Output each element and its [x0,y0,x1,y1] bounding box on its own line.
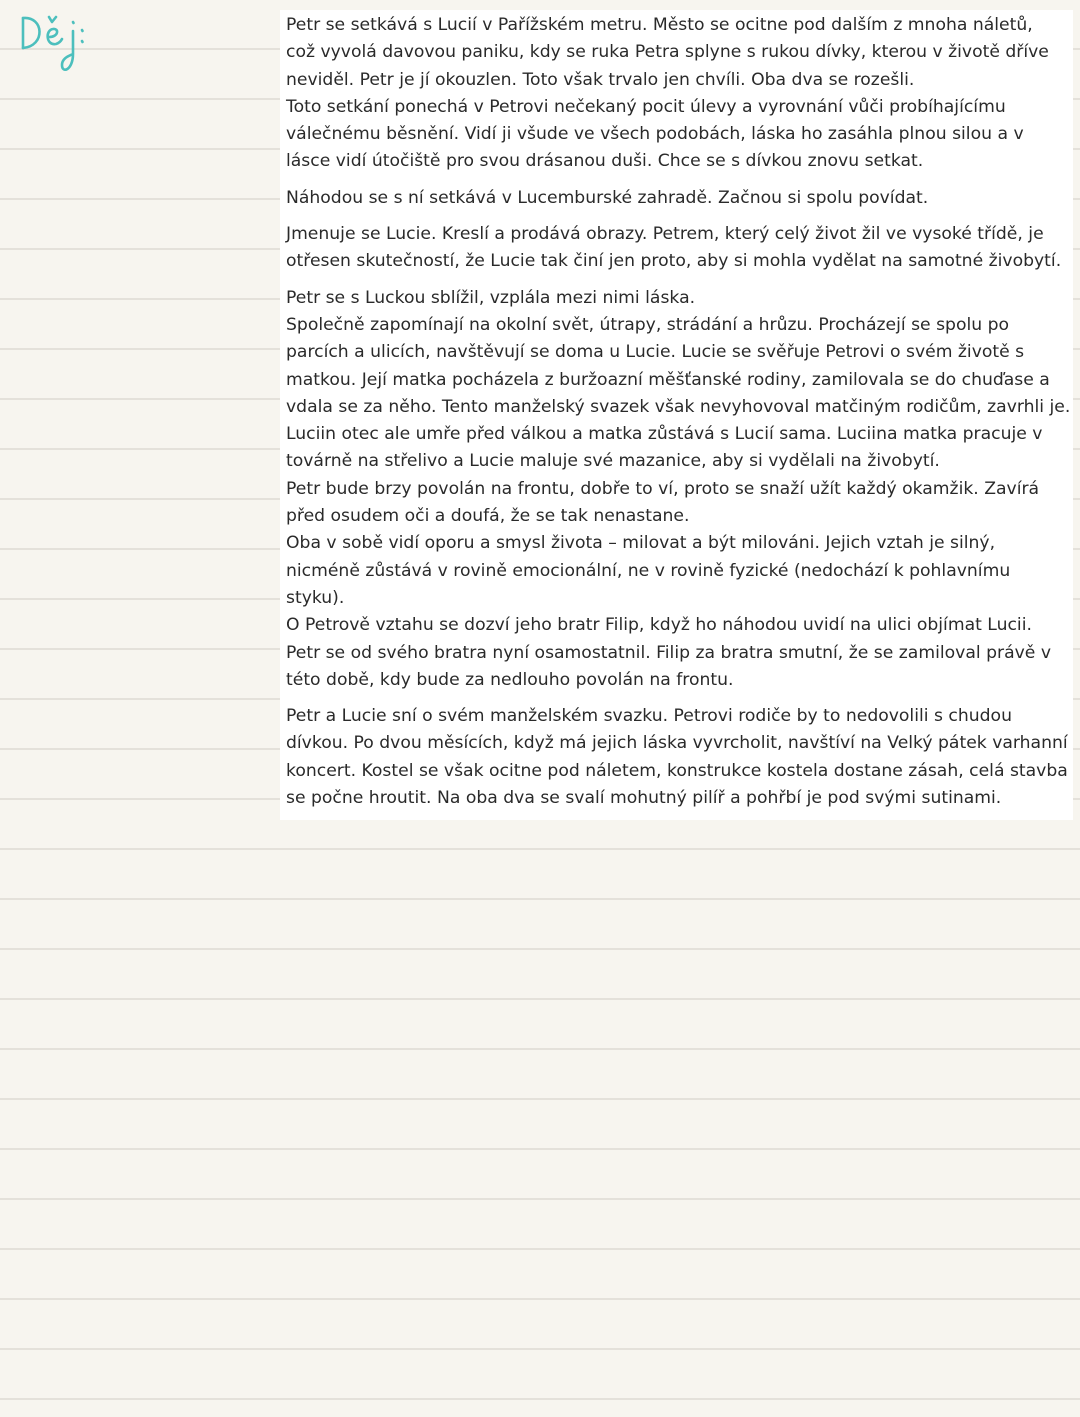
text-line: Petr se od svého bratra nyní osamostatnil. Filip za bratra smutní, že se zamiloval právě v [286,642,1051,663]
text-line: což vyvolá davovou paniku, kdy se ruka Petra splyne s rukou dívky, kterou v životě dříve [286,42,1049,63]
text-line: O Petrově vztahu se dozví jeho bratr Filip, když ho náhodou uvidí na ulici objímat Lucii. [286,615,1032,636]
text-line: Toto setkání ponechá v Petrovi nečekaný pocit úlevy a vyrovnání vůči probíhajícímu [286,96,1006,117]
paragraph-1 [286,12,1063,176]
text-line: koncert. Kostel se však ocitne pod náletem, konstrukce kostela dostane zásah, celá stavba [286,760,1068,781]
text-line: Petr se setkává s Lucií v Pařížském metru. Město se ocitne pod dalším z mnoha náletů, [286,15,1033,35]
text-line: této době, kdy bude za nedlouho povolán na frontu. [286,669,734,690]
paragraph-2 [286,185,1063,212]
text-line: neviděl. Petr je jí okouzlen. Toto však trvalo jen chvíli. Oba dva se rozešli. [286,69,915,90]
text-line: Společně zapomínají na okolní svět, útrapy, strádání a hrůzu. Procházejí se spolu po [286,314,1010,335]
text-line: otřesen skutečností, že Lucie tak činí jen proto, aby si mohla vydělat na samotné živobytí. [286,251,1062,272]
text-line: továrně na střelivo a Lucie maluje své mazanice, aby si vydělali na živobytí. [286,451,940,472]
text-line: Náhodou se s ní setkává v Lucemburské zahradě. Začnou si spolu povídat. [286,187,929,208]
paragraph-5 [286,703,1068,812]
text-line: válečnému běsnění. Vidí ji všude ve všech podobách, láska ho zasáhla plnou silou a v [286,124,1024,145]
plot-summary-text-box [280,10,1073,820]
text-line: Oba v sobě vidí oporu a smysl života – milovat a být milováni. Jejich vztah je silný, [286,533,996,554]
text-line: Petr bude brzy povolán na frontu, dobře to ví, proto se snaží užít každý okamžik. Zavírá [286,478,1040,499]
text-line: se počne hroutit. Na oba dva se svalí mohutný pilíř a pohřbí je pod svými sutinami. [286,788,1002,809]
text-line: nicméně zůstává v rovině emocionální, ne v rovině fyzické (nedochází k pohlavnímu [286,560,1011,581]
text-line: styku). [286,587,345,608]
handwritten-heading [18,6,98,78]
text-line: Petr a Lucie sní o svém manželském svazku. Petrovi rodiče by to nedovolili s chudou [286,706,1012,727]
text-line: vdala se za něho. Tento manželský svazek však nevyhovoval matčiným rodičům, zavrhli je. [286,396,1071,417]
text-line: matkou. Její matka pocházela z buržoazní měšťanské rodiny, zamilovala se do chuďase a [286,369,1050,390]
text-line: lásce vidí útočiště pro svou drásanou duši. Chce se s dívkou znovu setkat. [286,151,924,172]
text-line: Petr se s Luckou sblížil, vzplála mezi nimi láska. [286,287,696,308]
paragraph-4 [286,285,1071,694]
text-line: před osudem oči a doufá, že se tak nenastane. [286,506,690,527]
paragraph-3 [286,221,1063,276]
text-line: parcích a ulicích, navštěvují se doma u Lucie. Lucie se svěřuje Petrovi o svém životě s [286,342,1025,363]
text-line: dívkou. Po dvou měsících, když má jejich láska vyvrcholit, navštíví na Velký pátek varhanní [286,733,1068,754]
text-line: Luciin otec ale umře před válkou a matka zůstává s Lucií sama. Luciina matka pracuje v [286,424,1043,445]
text-line: Jmenuje se Lucie. Kreslí a prodává obrazy. Petrem, který celý život žil ve vysoké třídě, je [286,224,1044,245]
heading-deg-lettering-icon [18,6,98,78]
